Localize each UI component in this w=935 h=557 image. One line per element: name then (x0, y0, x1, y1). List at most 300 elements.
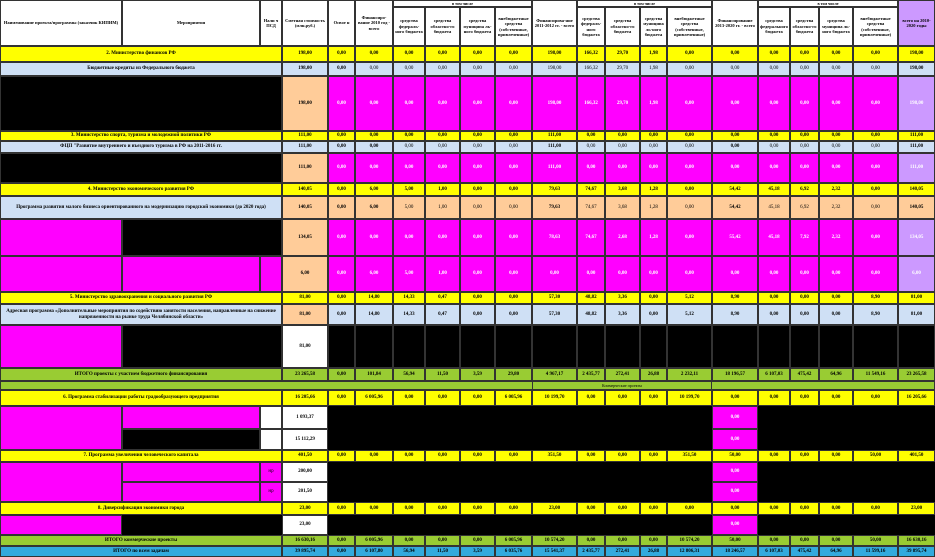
header-os: Освое н (328, 0, 355, 46)
cell-r6-6: 0,00 (495, 153, 532, 183)
cell-r10-11: 0,00 (667, 256, 712, 292)
cell-r14-7: 4 967,17 (532, 368, 577, 381)
cell-r4-1: 0,00 (328, 131, 355, 141)
cell-r6-9: 0,00 (605, 153, 640, 183)
cell-r5-7: 111,00 (532, 141, 577, 153)
cell-r19-15: 0,00 (819, 450, 853, 462)
cell-r10-1: 0,00 (328, 256, 355, 292)
cell-r21-1: 0,00 (712, 482, 758, 502)
cell-r5-2: 0,00 (355, 141, 393, 153)
cell-r1-9: 29,70 (605, 46, 640, 62)
cell-r14-5: 3,59 (460, 368, 495, 381)
cell-r22-10: 0,00 (640, 502, 667, 515)
cell-r25-15: 64,96 (819, 546, 853, 557)
header-fin1112: Финансирова-ние 2011-2012 гг. - всего (532, 0, 577, 46)
cell-r8-4: 1,00 (425, 196, 460, 219)
cell-r25-12: 18 246,57 (712, 546, 758, 557)
cell-r5-9: 0,00 (605, 141, 640, 153)
cell-r16-7: 10 199,70 (532, 390, 577, 406)
cell-r9-17: 134,05 (898, 219, 935, 256)
cell-r11-7: 57,30 (532, 292, 577, 304)
cell-r18-1: 0,00 (712, 429, 758, 450)
cell-r22-1: 0,00 (328, 502, 355, 515)
cell-r3-14: 0,00 (790, 76, 819, 131)
header-mun3: средства муниципа ль-ного бюджета (819, 7, 853, 46)
cell-r24-1: 0,00 (328, 535, 355, 546)
cell-r4-17: 111,00 (898, 131, 935, 141)
cell-r12-9: 3,36 (605, 304, 640, 325)
cell-r3-4: 0,00 (425, 76, 460, 131)
cell-r9-15: 2,32 (819, 219, 853, 256)
cell-r3-11: 0,00 (667, 76, 712, 131)
cell-r2-7: 198,00 (532, 62, 577, 76)
cell-r12-13: 0,00 (758, 304, 790, 325)
cell-r25-16: 11 599,16 (853, 546, 898, 557)
cell-r24-16: 50,00 (853, 535, 898, 546)
cell-r18-0: 15 112,29 (282, 429, 328, 450)
cell-r16-10: 0,00 (640, 390, 667, 406)
cell-r12-16: 8,90 (853, 304, 898, 325)
cell-r10-17: 6,00 (898, 256, 935, 292)
cell-r1-15: 0,00 (819, 46, 853, 62)
cell-r5-5: 0,00 (460, 141, 495, 153)
cell-r8-3: 5,00 (393, 196, 425, 219)
r13-empty-19 (853, 325, 898, 368)
cell-r2-15: 0,00 (819, 62, 853, 76)
cell-r7-5: 0,00 (460, 183, 495, 196)
r9-desc (0, 219, 122, 256)
cell-r9-3: 0,00 (393, 219, 425, 256)
cell-r8-16: 0,00 (853, 196, 898, 219)
cell-r6-5: 0,00 (460, 153, 495, 183)
header-years: всего на 2010-2020 годы (898, 0, 935, 46)
cell-r24-14: 0,00 (790, 535, 819, 546)
cell-r13-0: 81,00 (282, 325, 328, 368)
header-fed: средства федераль-ного бюджета (393, 7, 425, 46)
cell-r14-12: 18 196,57 (712, 368, 758, 381)
cell-r22-2: 0,00 (355, 502, 393, 515)
cell-r1-2: 0,00 (355, 46, 393, 62)
cell-r1-11: 0,00 (667, 46, 712, 62)
cell-r3-0: 198,00 (282, 76, 328, 131)
cell-r14-15: 64,96 (819, 368, 853, 381)
cell-r4-6: 0,00 (495, 131, 532, 141)
cell-r9-7: 78,63 (532, 219, 577, 256)
cell-r16-1: 0,00 (328, 390, 355, 406)
cell-r7-14: 6,92 (790, 183, 819, 196)
cell-r2-9: 29,70 (605, 62, 640, 76)
cell-r7-15: 2,32 (819, 183, 853, 196)
cell-r2-8: 166,32 (577, 62, 605, 76)
header-mun2: средства муниципа ль-ного бюджета (640, 7, 667, 46)
header-mun: средства муниципа ль-ного бюджета (460, 7, 495, 46)
cell-r14-6: 29,80 (495, 368, 532, 381)
cell-r3-2: 0,00 (355, 76, 393, 131)
cell-r4-5: 0,00 (460, 131, 495, 141)
r10-event (122, 256, 260, 292)
cell-r7-3: 5,00 (393, 183, 425, 196)
cell-r9-11: 0,00 (667, 219, 712, 256)
cell-r10-9: 0,00 (605, 256, 640, 292)
cell-r3-7: 198,00 (532, 76, 577, 131)
cell-r9-4: 0,00 (425, 219, 460, 256)
cell-r11-9: 3,36 (605, 292, 640, 304)
cell-r19-11: 351,50 (667, 450, 712, 462)
cell-r5-12: 0,00 (712, 141, 758, 153)
cell-r23-0: 23,00 (282, 515, 328, 535)
cell-r19-16: 50,00 (853, 450, 898, 462)
cell-r5-4: 0,00 (425, 141, 460, 153)
cell-r25-9: 272,41 (605, 546, 640, 557)
cell-r19-0: 401,50 (282, 450, 328, 462)
cell-r1-13: 0,00 (758, 46, 790, 62)
cell-r1-8: 166,32 (577, 46, 605, 62)
cell-r7-2: 6,00 (355, 183, 393, 196)
cell-r6-4: 0,00 (425, 153, 460, 183)
row-label-r14: ИТОГО проекты с участием бюджетного финансирования (0, 368, 282, 381)
cell-r8-11: 0,00 (667, 196, 712, 219)
cell-r2-6: 0,00 (495, 62, 532, 76)
cell-r3-16: 0,00 (853, 76, 898, 131)
cell-r20-1: 0,00 (712, 462, 758, 482)
cell-r5-6: 0,00 (495, 141, 532, 153)
cell-r22-9: 0,00 (605, 502, 640, 515)
cell-r2-4: 0,00 (425, 62, 460, 76)
cell-r4-2: 0,00 (355, 131, 393, 141)
cell-r4-10: 0,00 (640, 131, 667, 141)
cell-r10-0: 6,00 (282, 256, 328, 292)
cell-r20-0: 200,00 (282, 462, 328, 482)
r15-bar (0, 381, 935, 390)
cell-r8-15: 2,32 (819, 196, 853, 219)
cell-r24-3: 0,00 (393, 535, 425, 546)
cell-r11-5: 0,00 (460, 292, 495, 304)
cell-r14-3: 56,94 (393, 368, 425, 381)
cell-r16-11: 10 199,70 (667, 390, 712, 406)
cell-r2-0: 198,00 (282, 62, 328, 76)
cell-r21-0: 201,50 (282, 482, 328, 502)
cell-r14-10: 26,88 (640, 368, 667, 381)
r17-psd (260, 406, 282, 429)
cell-r8-5: 0,00 (460, 196, 495, 219)
row-label-r11: 5. Министерство здравоохранения и социального развития РФ (0, 292, 282, 304)
cell-r8-6: 0,00 (495, 196, 532, 219)
cell-r2-2: 0,00 (355, 62, 393, 76)
cell-r16-2: 6 005,96 (355, 390, 393, 406)
header-event: Мероприятия (122, 0, 260, 46)
cell-r8-7: 79,63 (532, 196, 577, 219)
cell-r4-15: 0,00 (819, 131, 853, 141)
cell-r9-14: 7,92 (790, 219, 819, 256)
r13-empty-9 (495, 325, 532, 368)
cell-r24-4: 0,00 (425, 535, 460, 546)
cell-r10-7: 0,00 (532, 256, 577, 292)
cell-r2-5: 0,00 (460, 62, 495, 76)
cell-r25-13: 6 107,03 (758, 546, 790, 557)
cell-r25-6: 6 035,76 (495, 546, 532, 557)
cell-r4-9: 0,00 (605, 131, 640, 141)
cell-r9-8: 74,67 (577, 219, 605, 256)
header-incl-1: в том числе (393, 0, 532, 7)
cell-r11-14: 0,00 (790, 292, 819, 304)
cell-r19-7: 351,50 (532, 450, 577, 462)
cell-r9-10: 1,28 (640, 219, 667, 256)
cell-r4-8: 0,00 (577, 131, 605, 141)
cell-r12-6: 0,00 (495, 304, 532, 325)
cell-r7-13: 45,18 (758, 183, 790, 196)
cell-r22-5: 0,00 (460, 502, 495, 515)
cell-r16-14: 0,00 (790, 390, 819, 406)
r13-empty-15 (712, 325, 758, 368)
cell-r14-8: 2 435,77 (577, 368, 605, 381)
cell-r4-4: 0,00 (425, 131, 460, 141)
cell-r16-3: 0,00 (393, 390, 425, 406)
header-reg3: средства областно-го бюджета (790, 7, 819, 46)
cell-r22-7: 23,00 (532, 502, 577, 515)
cell-r11-13: 0,00 (758, 292, 790, 304)
cell-r24-15: 0,00 (819, 535, 853, 546)
cell-r14-9: 272,41 (605, 368, 640, 381)
header-reg: средства областно-го бюджета (425, 7, 460, 46)
cell-r6-8: 0,00 (577, 153, 605, 183)
cell-r5-16: 0,00 (853, 141, 898, 153)
cell-r12-2: 14,80 (355, 304, 393, 325)
row-label-r3-blank (0, 76, 282, 131)
r10-psd (260, 256, 282, 292)
cell-r24-8: 0,00 (577, 535, 605, 546)
cell-r19-17: 401,50 (898, 450, 935, 462)
cell-r16-5: 0,00 (460, 390, 495, 406)
cell-r25-0: 39 895,74 (282, 546, 328, 557)
cell-r2-14: 0,00 (790, 62, 819, 76)
cell-r5-3: 0,00 (393, 141, 425, 153)
cell-r5-10: 0,00 (640, 141, 667, 153)
cell-r10-6: 0,00 (495, 256, 532, 292)
cell-r19-12: 50,00 (712, 450, 758, 462)
cell-r24-7: 10 574,20 (532, 535, 577, 546)
r13-empty-12 (605, 325, 640, 368)
cell-r6-7: 111,00 (532, 153, 577, 183)
cell-r24-11: 10 574,20 (667, 535, 712, 546)
cell-r6-12: 0,00 (712, 153, 758, 183)
cell-r6-10: 0,00 (640, 153, 667, 183)
cell-r10-10: 0,00 (640, 256, 667, 292)
cell-r19-6: 0,00 (495, 450, 532, 462)
row-label-r24: ИТОГО коммерческие проекты (0, 535, 282, 546)
cell-r3-8: 166,32 (577, 76, 605, 131)
cell-r12-10: 0,00 (640, 304, 667, 325)
cell-r6-3: 0,00 (393, 153, 425, 183)
r21-psd: нр (260, 482, 282, 502)
cell-r9-16: 0,00 (853, 219, 898, 256)
cell-r8-12: 54,42 (712, 196, 758, 219)
cell-r25-1: 0,00 (328, 546, 355, 557)
cell-r5-1: 0,00 (328, 141, 355, 153)
cell-r8-1: 0,00 (328, 196, 355, 219)
row-label-r7: 4. Министерство экономического развития РФ (0, 183, 282, 196)
cell-r16-9: 0,00 (605, 390, 640, 406)
cell-r6-13: 0,00 (758, 153, 790, 183)
cell-r11-8: 48,82 (577, 292, 605, 304)
r18-event (122, 429, 260, 450)
cell-r14-13: 6 107,03 (758, 368, 790, 381)
cell-r3-12: 0,00 (712, 76, 758, 131)
cell-r22-13: 0,00 (758, 502, 790, 515)
cell-r7-17: 140,05 (898, 183, 935, 196)
cell-r6-1: 0,00 (328, 153, 355, 183)
cell-r19-5: 0,00 (460, 450, 495, 462)
cell-r25-14: 475,42 (790, 546, 819, 557)
cell-r9-6: 0,00 (495, 219, 532, 256)
cell-r3-6: 0,00 (495, 76, 532, 131)
cell-r4-7: 111,00 (532, 131, 577, 141)
cell-r11-4: 0,47 (425, 292, 460, 304)
cell-r8-9: 3,68 (605, 196, 640, 219)
cell-r7-16: 0,00 (853, 183, 898, 196)
cell-r12-12: 8,90 (712, 304, 758, 325)
cell-r6-15: 0,00 (819, 153, 853, 183)
cell-r10-2: 6,00 (355, 256, 393, 292)
r21-event (122, 482, 260, 502)
row-label-r1: 2. Министерство финансов РФ (0, 46, 282, 62)
cell-r11-11: 5,12 (667, 292, 712, 304)
cell-r9-1: 0,00 (328, 219, 355, 256)
cell-r19-14: 0,00 (790, 450, 819, 462)
cell-r9-5: 0,00 (460, 219, 495, 256)
cell-r22-15: 0,00 (819, 502, 853, 515)
cell-r2-10: 1,98 (640, 62, 667, 76)
cell-r14-1: 0,00 (328, 368, 355, 381)
cell-r6-0: 111,00 (282, 153, 328, 183)
cell-r16-13: 0,00 (758, 390, 790, 406)
cell-r14-4: 11,50 (425, 368, 460, 381)
row-label-r22: 8. Диверсификация экономики города (0, 502, 282, 515)
cell-r25-4: 11,50 (425, 546, 460, 557)
cell-r22-8: 0,00 (577, 502, 605, 515)
cell-r11-6: 0,00 (495, 292, 532, 304)
cell-r5-15: 0,00 (819, 141, 853, 153)
header-name: Наименование проекта/программы (заказчик КИПИМ) (0, 0, 122, 46)
r13-empty-10 (532, 325, 577, 368)
cell-r10-5: 0,00 (460, 256, 495, 292)
cell-r1-7: 198,00 (532, 46, 577, 62)
cell-r2-13: 0,00 (758, 62, 790, 76)
cell-r1-16: 0,00 (853, 46, 898, 62)
cell-r7-11: 0,00 (667, 183, 712, 196)
cell-r1-0: 198,00 (282, 46, 328, 62)
cell-r25-11: 12 806,31 (667, 546, 712, 557)
cell-r6-16: 0,00 (853, 153, 898, 183)
r13-empty-18 (819, 325, 853, 368)
cell-r14-14: 475,42 (790, 368, 819, 381)
cell-r5-11: 0,00 (667, 141, 712, 153)
cell-r4-3: 0,00 (393, 131, 425, 141)
header-fed2: средства федераль-ного бюджета (577, 7, 605, 46)
cell-r1-3: 0,00 (393, 46, 425, 62)
cell-r6-2: 0,00 (355, 153, 393, 183)
header-incl-3: в том числе (758, 0, 898, 7)
cell-r11-12: 8,90 (712, 292, 758, 304)
cell-r19-1: 0,00 (328, 450, 355, 462)
row-label-r12: Адресная программа «Дополнительные мероприятия по содействию занятости населения, направленные на снижение напряженности на рынке труда Челябинской области» (0, 304, 282, 325)
r13-empty-14 (667, 325, 712, 368)
row-label-r5: ФЦП "Развитие внутреннего и въездного туризма в РФ на 2011-2016 гг. (0, 141, 282, 153)
cell-r19-9: 0,00 (605, 450, 640, 462)
cell-r10-14: 0,00 (790, 256, 819, 292)
cell-r16-17: 16 205,66 (898, 390, 935, 406)
cell-r1-17: 198,00 (898, 46, 935, 62)
cell-r16-6: 6 005,96 (495, 390, 532, 406)
cell-r8-2: 6,00 (355, 196, 393, 219)
cell-r7-0: 140,05 (282, 183, 328, 196)
cell-r25-8: 2 435,77 (577, 546, 605, 557)
cell-r24-10: 0,00 (640, 535, 667, 546)
cell-r8-8: 74,67 (577, 196, 605, 219)
cell-r1-14: 0,00 (790, 46, 819, 62)
cell-r7-10: 1,28 (640, 183, 667, 196)
cell-r19-4: 0,00 (425, 450, 460, 462)
header-fed3: средства федерального бюджета (758, 7, 790, 46)
r13-empty-20 (898, 325, 935, 368)
cell-r19-8: 0,00 (577, 450, 605, 462)
cell-r8-13: 45,18 (758, 196, 790, 219)
header-cost: Сметная стоимость (млн.руб.) (282, 0, 328, 46)
cell-r24-12: 50,00 (712, 535, 758, 546)
cell-r2-3: 0,00 (393, 62, 425, 76)
cell-r5-14: 0,00 (790, 141, 819, 153)
cell-r22-0: 23,00 (282, 502, 328, 515)
cell-r6-11: 0,00 (667, 153, 712, 183)
cell-r10-13: 0,00 (758, 256, 790, 292)
cell-r7-12: 54,42 (712, 183, 758, 196)
cell-r7-8: 74,67 (577, 183, 605, 196)
cell-r24-2: 6 005,96 (355, 535, 393, 546)
cell-r22-11: 0,00 (667, 502, 712, 515)
row-label-r25: ИТОГО по всем задачам (0, 546, 282, 557)
cell-r1-12: 0,00 (712, 46, 758, 62)
cell-r5-13: 0,00 (758, 141, 790, 153)
cell-r3-5: 0,00 (460, 76, 495, 131)
cell-r9-0: 134,05 (282, 219, 328, 256)
cell-r22-14: 0,00 (790, 502, 819, 515)
r13-empty-16 (758, 325, 790, 368)
cell-r9-2: 0,00 (355, 219, 393, 256)
cell-r12-15: 0,00 (819, 304, 853, 325)
row-label-r15: Коммерческие проекты (532, 381, 712, 390)
cell-r7-1: 0,00 (328, 183, 355, 196)
cell-r22-16: 0,00 (853, 502, 898, 515)
cell-r10-12: 0,00 (712, 256, 758, 292)
cell-r16-4: 0,00 (425, 390, 460, 406)
cell-r3-10: 1,98 (640, 76, 667, 131)
cell-r3-15: 0,00 (819, 76, 853, 131)
cell-r11-17: 81,00 (898, 292, 935, 304)
cell-r2-17: 198,00 (898, 62, 935, 76)
row-label-r4: 3. Министерство спорта, туризма и молодежной политики РФ (0, 131, 282, 141)
cell-r2-16: 0,00 (853, 62, 898, 76)
cell-r23-1: 0,00 (712, 515, 758, 535)
header-extra: внебюджетные средства (собственные, привлеченные) (495, 7, 532, 46)
cell-r3-1: 0,00 (328, 76, 355, 131)
header-fin2010: Финансиро-вание 2010 год - всего (355, 0, 393, 46)
r13-desc (0, 325, 122, 368)
cell-r19-13: 0,00 (758, 450, 790, 462)
cell-r8-10: 1,28 (640, 196, 667, 219)
r13-empty-11 (577, 325, 605, 368)
cell-r22-12: 0,00 (712, 502, 758, 515)
cell-r24-5: 0,00 (460, 535, 495, 546)
r13-empty-7 (425, 325, 460, 368)
